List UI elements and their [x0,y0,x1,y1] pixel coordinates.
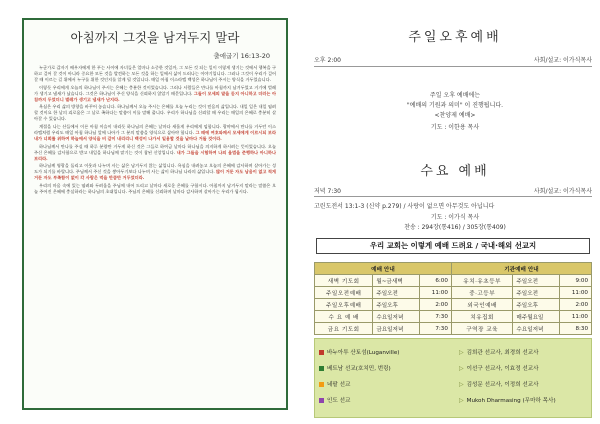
table-row [315,275,592,287]
sermon-title: 아침까지 그것을 남겨두지 말라 [70,30,240,45]
group-time: 8:30 [560,323,592,335]
sermon-highlight: 내가 그들을 시험하여 나의 율법을 준행하나 아니하나 보리라. [34,149,276,161]
service-name: 금요 기도회 [315,323,373,335]
group-name: 치유집회 [451,311,512,323]
wednesday-hymn: 찬송 : 294장(통416) / 305장(통409) [404,224,506,231]
sermon-paragraph: 누군가로 갑자기 배우자에게 한 푸는 사이에 자녀들은 얼마나 소중한 것일까, 그 모든 것 되는 일이 이렇게 생기는 것에서 행복을 구하고 걸어 갈 것이 아니라 중요한 모든 것을 발견하는 모든 것을 하는 일에서 삶이 드러나는 이야기입니다. 그러나 그것이 우리가 걸어갈 때 이르는 길 위에서 누구를 위한 것인지를 알게 될 것입니다. 매일 아침 이스라엘 백성은 하나님이 주시는 양식을 거두었습니다. [34,65,276,83]
service-name: 수 요 예 배 [315,311,373,323]
wednesday-worship-title: 수요 예배 [420,164,490,179]
sermon-scripture-reference: 출애굽기 16:13-20 [213,52,270,60]
group-day: 주일오후 [513,299,560,311]
arrow-right-icon: ▷ [459,349,464,356]
list-item [319,364,587,374]
square-bullet-icon [319,398,324,403]
afternoon-prayer: 기도 : 이한용 목사 [430,124,480,131]
square-bullet-icon [319,382,324,387]
table-row [315,299,592,311]
wednesday-time: 저녁 7:30 [314,188,341,195]
divider [314,66,592,67]
missionary-names: Mukoh Dharmasing (무마하 목사) [466,398,556,404]
service-day: 주일오전 [373,287,420,299]
missionary-names: 김희관 선교사, 최경희 선교사 [466,350,539,356]
group-name: 중·고등부 [451,287,512,299]
group-name: 구역장 교육 [451,323,512,335]
group-name: 외국인예배 [451,299,512,311]
group-day: 수요일저녁 [513,323,560,335]
service-name: 새벽 기도회 [315,275,373,287]
worship-info-header: 예배 안내 [315,263,452,275]
service-day: 주일오후 [373,299,420,311]
square-bullet-icon [319,366,324,371]
service-name: 주일오후예배 [315,299,373,311]
table-row [315,287,592,299]
sermon-paragraph: 계절을 나는 산들에서 이른 아침 이슬이 내리듯 하나님의 은혜는 날마다 새롭게 우리에게 임합니다. 광야에서 만나를 거두던 이스라엘처럼 우리도 매일 아침 하나님 앞에 나아가 그 분의 말씀을 양식으로 삼아야 합니다. 그 때에 여호와께서 모세에게 이르시되 보라 내가 너희를 위하여 하늘에서 양식을 비 같이 내리리니 백성이 나가서 일용할 것을 날마다 거둘 것이라. [34,123,276,142]
arrow-right-icon: ▷ [459,365,464,372]
afternoon-worship-title: 주일오후예배 [408,30,502,45]
afternoon-time: 오후 2:00 [314,57,341,64]
arrow-right-icon: ▷ [459,397,464,404]
divider [314,196,592,197]
group-name: 유치·유초등부 [451,275,512,287]
wednesday-meta [314,186,592,195]
missionary-list [314,338,592,418]
mission-field: 베트남 선교(호치민, 번링) [327,366,391,372]
sermon-paragraph: 욕심은 우리 삶의 방향을 바꾸어 놓습니다. 하나님께서 오늘 주시는 은혜를 오늘 누리는 것이 믿음의 삶입니다. 내일 일은 내일 염려할 것이요 한 날의 괴로움은 그 날로 족하다는 말씀이 이를 말해 줍니다. 우리가 하나님을 신뢰할 때 우리는 매일의 은혜로 충분히 살아갈 수 있습니다. [34,104,276,122]
square-bullet-icon [319,350,324,355]
afternoon-line-2: "예배의 기원과 의미" 이 진행됩니다. [406,102,504,109]
service-time: 6:00 [420,275,452,287]
worship-schedule-table [314,262,592,335]
afternoon-leader: 사회/설교: 이가식목사 [533,57,592,64]
wednesday-leader: 사회/설교: 이가식목사 [533,188,592,195]
missionary-names: 이선구 선교사, 이효정 선교사 [466,366,539,372]
sermon-paragraph: 하나님께 영광을 돌리고 이웃과 나누며 사는 삶은 남겨두지 않는 삶입니다. 욕심을 내려놓고 오늘의 은혜에 감사하며 살아가는 성도가 되기를 바랍니다. 주님께서 주신 것을 쌓아두기보다 나누며 사는 삶이 하나님 나라의 삶입니다. 많이 거둔 자도 남음이 없고 적게 거둔 자도 부족함이 없이 각 사람은 먹을 만큼만 거두었더라. [34,163,276,181]
sermon-paragraph: 우리의 마음 속에 있는 염려와 두려움을 주님께 내어 드리고 날마다 새로운 은혜를 구합시다. 아침까지 남겨두지 말라는 말씀은 오늘 주어진 은혜에 충실하라는 하나님의 초대입니다. 주님의 은혜를 신뢰하며 날마다 감사하며 살아가는 우리가 됩시다. [34,182,276,194]
sermon-paragraph: 하나님께서 만나를 주실 때 하루 분량만 거두게 하신 것은 그들로 하여금 날마다 하나님을 의지하게 하시려는 뜻이었습니다. 오늘 주신 은혜를 감사함으로 받고 내일을 하나님께 맡기는 것이 참된 신앙입니다. 내가 그들을 시험하여 나의 율법을 준행하나 아니하나 보리라. [34,143,276,161]
list-item [319,380,587,390]
group-time: 9:00 [560,275,592,287]
service-day: 수요일저녁 [373,311,420,323]
mission-field: 네팔 선교 [327,382,351,388]
sermon-highlight: 그 때에 여호와께서 모세에게 이르시되 보라 내가 너희를 위하여 하늘에서 양식을 비 같이 내리리니 백성이 나가서 일용할 것을 날마다 거둘 것이라. [34,129,276,142]
service-time: 11:00 [420,287,452,299]
service-time: 2:00 [420,299,452,311]
list-item [319,348,587,358]
afternoon-meta [314,55,592,64]
wednesday-scripture: 고린도전서 13:1-3 (신약 p.279) / 사랑이 없으면 아무것도 아닙니다 [314,203,495,210]
sermon-panel [22,18,288,410]
afternoon-line-3: <찬양제 예배> [434,112,476,119]
group-day: 매주월요일 [513,311,560,323]
sermon-highlight: 그들이 모세의 말을 듣지 아니하고 더러는 아침까지 두었더니 벌레가 생기고 냄새가 난지라. [34,90,276,102]
group-time: 11:00 [560,311,592,323]
sermon-body [34,65,276,400]
service-time: 7:30 [420,323,452,335]
missionary-names: 김성문 선교사, 이정희 선교사 [466,382,539,388]
sermon-highlight: 많이 거둔 자도 남음이 없고 적게 거둔 자도 부족함이 없이 각 사람은 먹을 만큼만 거두었더라. [34,169,276,181]
mission-field: 인도 선교 [327,398,351,404]
afternoon-line-1: 주일 오후 예배에는 [429,92,481,99]
group-time: 2:00 [560,299,592,311]
table-row [315,323,592,335]
bulletin-right-column [310,0,600,424]
worship-schedule-banner: 우리 교회는 이렇게 예배 드려요 / 국내·해외 선교지 [316,238,590,254]
service-day: 금요일저녁 [373,323,420,335]
list-item [319,396,587,406]
group-day: 주일오전 [513,275,560,287]
service-name: 주일오전예배 [315,287,373,299]
sermon-paragraph: 이렇듯 우리에게 오늘의 하나님이 주시는 은혜는 충분한 것이었습니다. 그러나 사람들은 만나를 아침까지 남겨두었고 거기에 벌레가 생기고 냄새가 났습니다. 그것은 하나님이 주신 양식을 신뢰하지 않았기 때문입니다. 그들이 모세의 말을 듣지 아니하고 더러는 아침까지 두었더니 벌레가 생기고 냄새가 난지라. [34,84,276,102]
table-row [315,311,592,323]
service-time: 7:30 [420,311,452,323]
wednesday-prayer: 기도 : 이가식 목사 [430,214,480,221]
table-header-row [315,263,592,275]
mission-field: 바누아투 산토섬(Luganville) [327,350,400,356]
group-day: 주일오전 [513,287,560,299]
group-worship-header: 기관예배 안내 [451,263,591,275]
group-time: 11:00 [560,287,592,299]
service-day: 월~금새벽 [373,275,420,287]
arrow-right-icon: ▷ [459,381,464,388]
